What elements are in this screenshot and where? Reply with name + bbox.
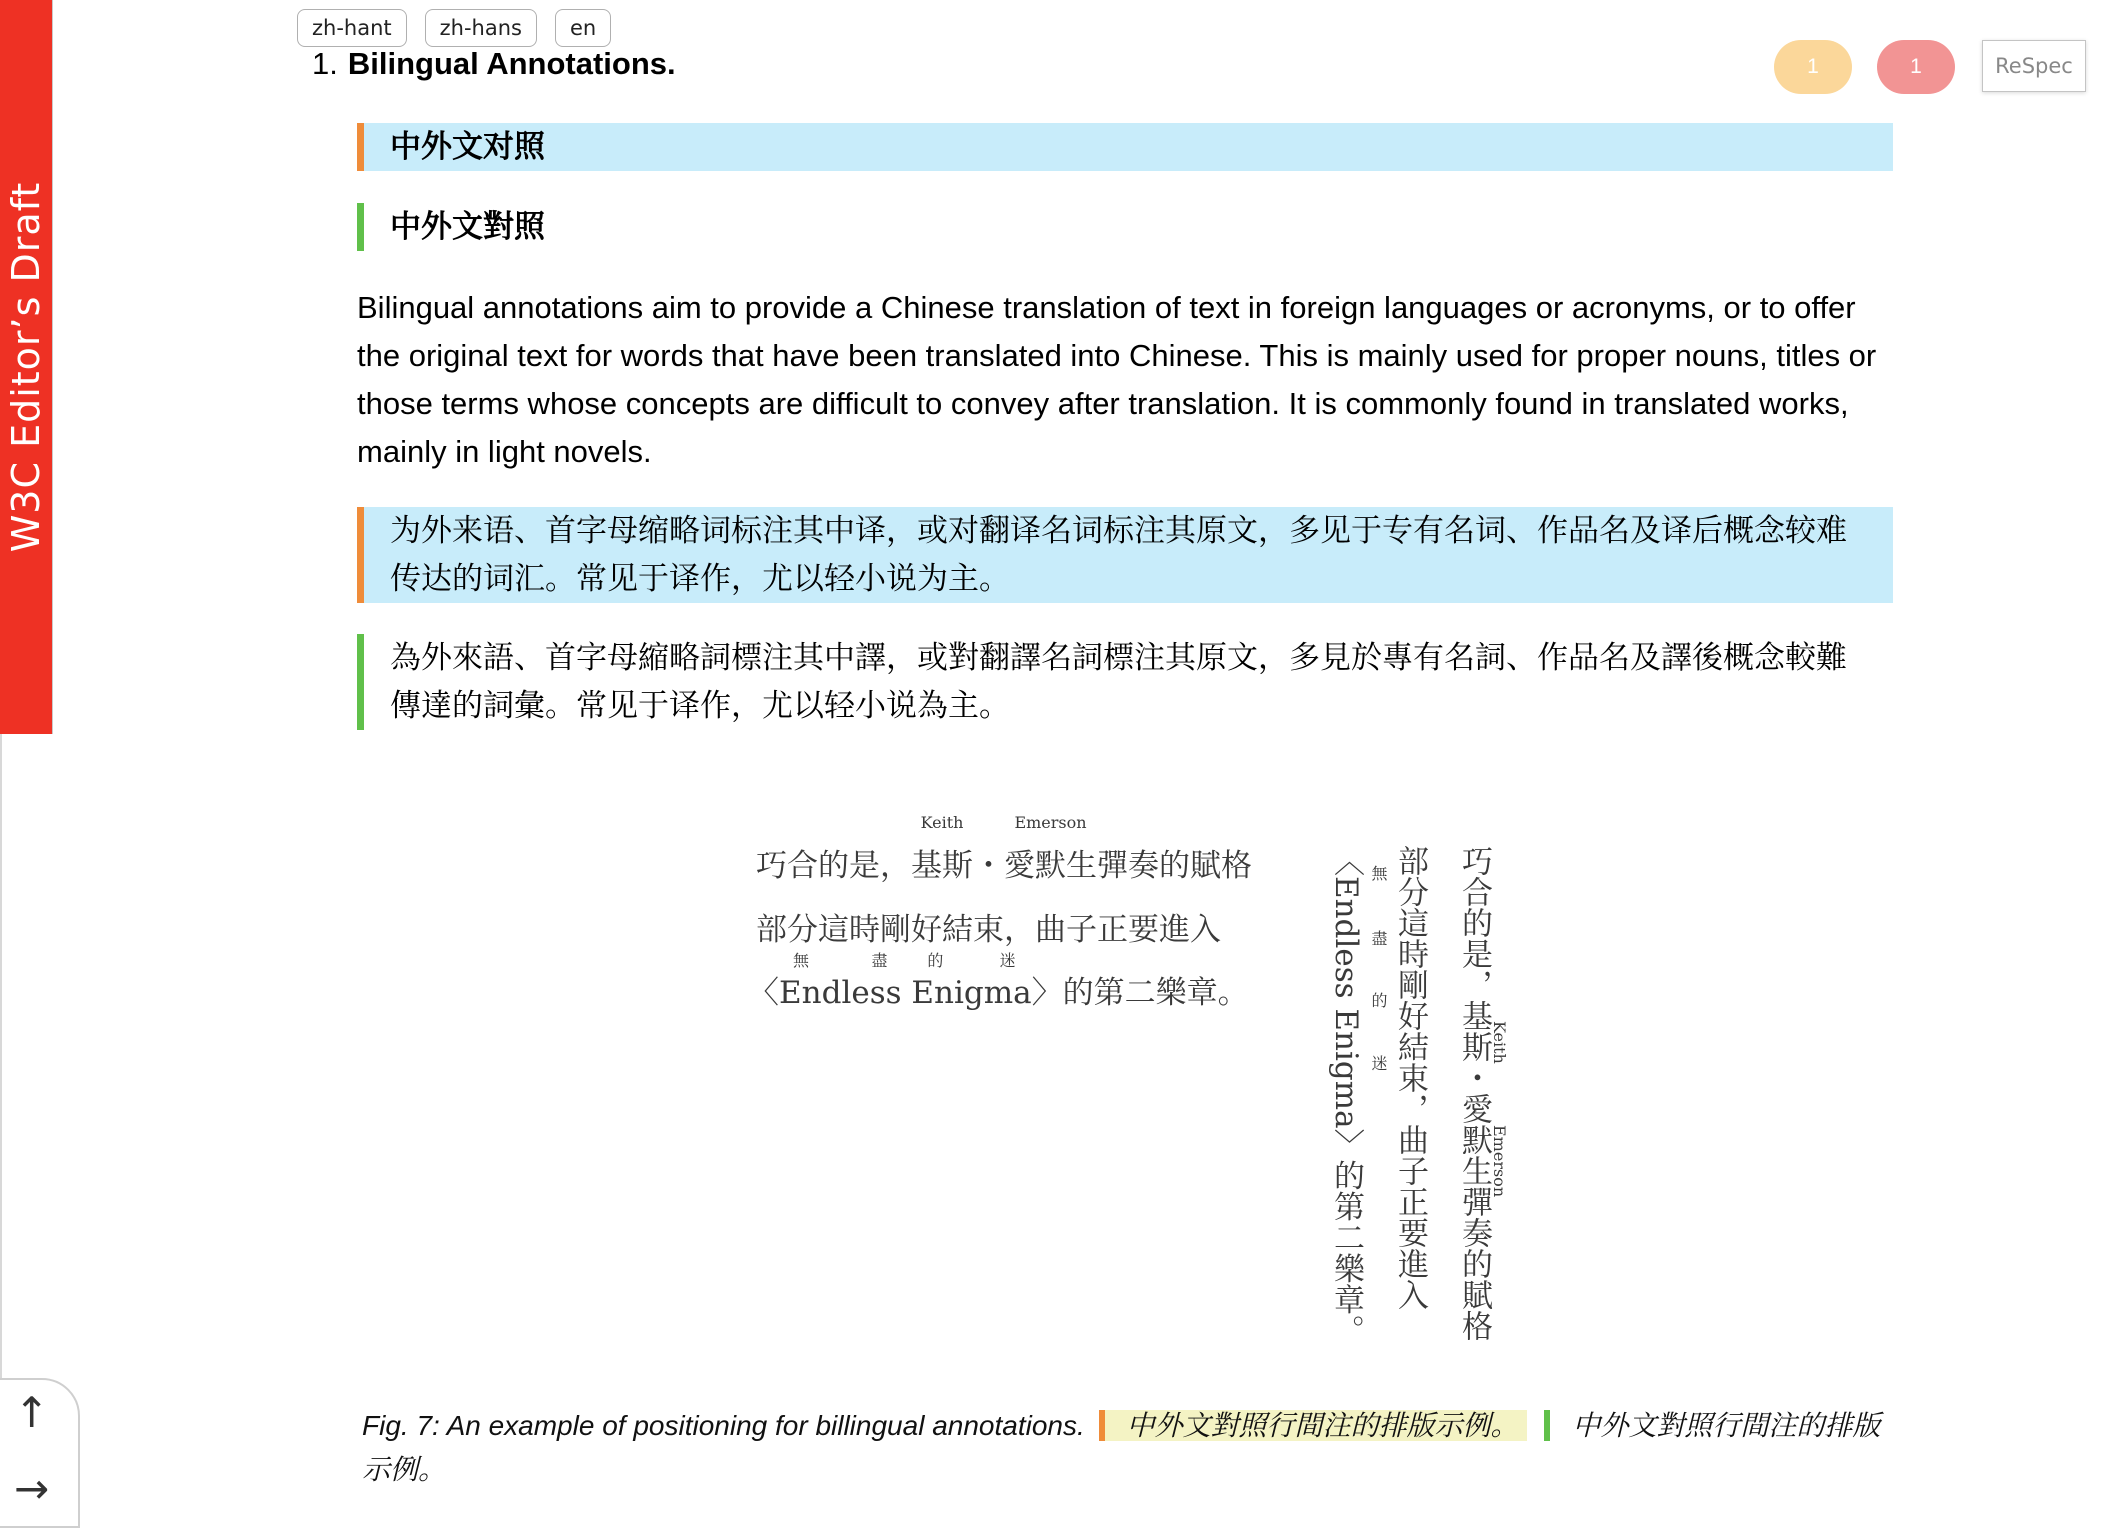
lang-button-en[interactable]: en: [555, 9, 611, 47]
text-run: 彈奏的賦格: [1097, 848, 1252, 884]
ruby-annotation: 盡: [871, 951, 888, 970]
paragraph-zh-hans: [357, 507, 1893, 603]
caption-text-zh-hant: 中外文對照行間注的排版示例。: [362, 1410, 1881, 1485]
text-run: 巧合的是，: [1456, 845, 1492, 1000]
paragraph-zh-hant-line: 為外來語、首字母縮略詞標注其中譯，或對翻譯名詞標注其原文，多見於專有名詞、作品名及譯後概念較難: [390, 640, 1847, 676]
text-run: 彈奏的賦格: [1456, 1186, 1492, 1341]
text-run: ・: [973, 848, 1004, 884]
ruby-base: Enigma: [911, 975, 1032, 1011]
figure-caption: [362, 1404, 1902, 1492]
respec-errors-pill[interactable]: 1: [1877, 40, 1955, 94]
vertical-ruby-char: 迷: [1369, 1055, 1388, 1071]
horizontal-line-2: 部分這時剛好結束，曲子正要進入: [756, 912, 1221, 948]
lang-button-zh-hant[interactable]: zh-hant: [297, 9, 407, 47]
horizontal-line-1: [756, 813, 1252, 885]
vertical-ruby-char: 的: [1369, 992, 1388, 1008]
ruby-annotation: Emerson: [1014, 813, 1087, 832]
title-zh-hant: 中外文對照: [357, 203, 1893, 251]
paragraph-zh-hant-line: 傳達的詞彙。常见于译作，尤以轻小说為主。: [390, 688, 1010, 724]
respec-button[interactable]: ReSpec: [1982, 40, 2086, 92]
arrow-up-icon[interactable]: ↑: [14, 1388, 50, 1437]
text-run: 愛默生: [1456, 1093, 1492, 1186]
text-run: 〈: [748, 975, 779, 1011]
ruby-base: 愛默生: [1004, 848, 1097, 884]
paragraph-zh-hant: [357, 634, 1893, 730]
paragraph-zh-hans-line: 传达的词汇。常见于译作，尤以轻小说为主。: [390, 561, 1010, 597]
toc-navigation: [0, 1378, 80, 1528]
paragraph-zh-hans-line: 为外来语、首字母缩略词标注其中译，或对翻译名词标注其原文，多见于专有名词、作品名及译后概念较难: [390, 513, 1847, 549]
respec-warnings-pill[interactable]: 1: [1774, 40, 1852, 94]
vertical-column-2: 部分這時剛好結束，曲子正要進入: [1392, 845, 1428, 1310]
text-run: 巧合的是，: [756, 848, 911, 884]
vertical-ruby-char: 無: [1369, 865, 1388, 881]
text-run: 的第二樂章。: [1328, 1159, 1364, 1346]
ruby-base: Endless: [779, 975, 902, 1011]
vertical-ruby-keith: Keith: [1490, 1021, 1509, 1064]
section-title: Bilingual Annotations.: [347, 46, 676, 81]
ruby-keith: [911, 813, 973, 885]
ruby-annotation: 迷: [999, 951, 1016, 970]
language-switcher: [297, 9, 611, 47]
ruby-endless: [779, 951, 902, 1011]
caption-text-zh-hans: 中外文對照行間注的排版示例。: [1099, 1410, 1527, 1441]
section-number: 1.: [312, 46, 338, 81]
ruby-enigma: [911, 951, 1032, 1011]
editors-draft-label: W3C Editor’s Draft: [4, 181, 48, 553]
ruby-annotation: 無: [793, 951, 810, 970]
vertical-column-1: [1456, 845, 1492, 1341]
ruby-annotation: 的: [927, 951, 944, 970]
text-run: 的第二樂章。: [1062, 975, 1249, 1011]
section-heading: [312, 46, 676, 82]
caption-label: Fig. 7:: [362, 1410, 440, 1441]
text-run: 基斯: [1456, 1000, 1492, 1062]
vertical-column-3: [1328, 845, 1364, 1346]
horizontal-line-3: [748, 951, 1249, 1012]
text-run: 〉: [1031, 975, 1063, 1011]
lang-button-zh-hans[interactable]: zh-hans: [425, 9, 537, 47]
text-run: ・: [1456, 1062, 1492, 1093]
w3c-editors-draft-logo[interactable]: [0, 0, 53, 734]
vertical-ruby-emerson: Emerson: [1490, 1125, 1509, 1198]
title-zh-hans: 中外文对照: [357, 123, 1893, 171]
vertical-ruby-char: 盡: [1369, 930, 1388, 946]
caption-text-en: An example of positioning for billingual annotations.: [446, 1410, 1085, 1441]
ruby-annotation: Keith: [920, 813, 964, 832]
arrow-right-icon[interactable]: →: [14, 1464, 50, 1513]
ruby-emerson: [1004, 813, 1097, 885]
paragraph-en: Bilingual annotations aim to provide a Chinese translation of text in foreign languages or acronyms, or to offer the original text for words that have been translated into Chinese. This is mainly used for proper nouns, titles or those terms whose concepts are difficult to convey after translation. It is commonly found in translated works, mainly in light novels.: [357, 290, 1877, 469]
ruby-base: 基斯: [911, 848, 973, 884]
text-run: 〈Endless Enigma〉: [1328, 845, 1364, 1160]
